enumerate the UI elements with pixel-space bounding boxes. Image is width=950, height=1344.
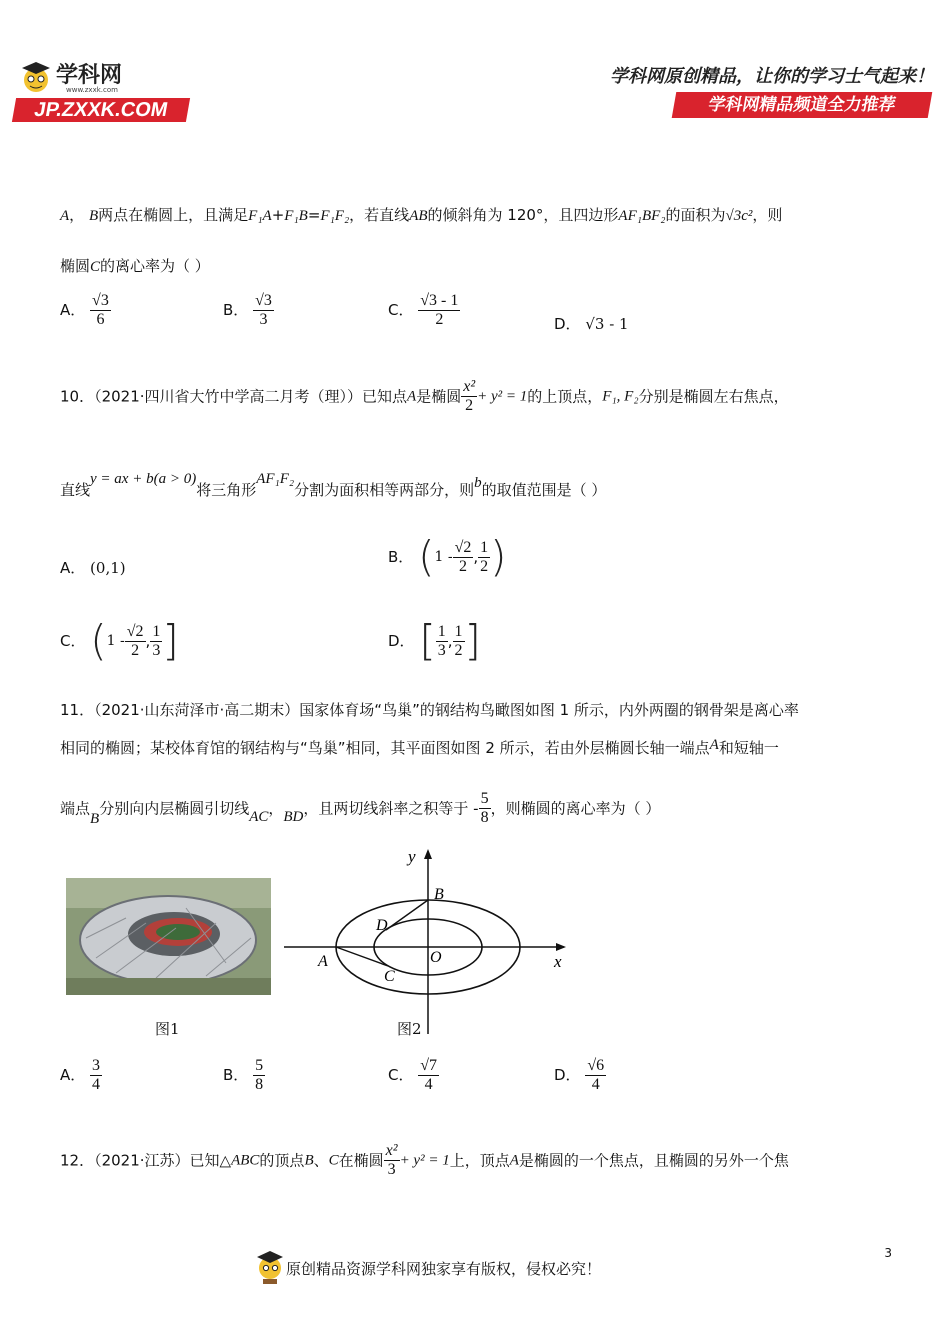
fraction bbox=[585, 1057, 606, 1094]
fraction bbox=[253, 292, 274, 329]
fraction bbox=[384, 1142, 400, 1179]
fraction bbox=[90, 292, 111, 329]
q10-option-b[interactable] bbox=[388, 532, 507, 583]
fraction-num: √2 bbox=[126, 622, 144, 640]
option-label: B． bbox=[223, 1066, 249, 1084]
option-prefix: 1 - bbox=[434, 549, 453, 565]
fraction-num: √6 bbox=[587, 1057, 605, 1074]
fraction-den: 2 bbox=[465, 397, 474, 414]
option-label: C． bbox=[388, 1066, 414, 1084]
fraction-num: 1 bbox=[152, 622, 161, 640]
q12-line1 bbox=[60, 1142, 789, 1186]
q9-text-5: ，则 bbox=[752, 206, 783, 224]
fraction-num: 1 bbox=[454, 622, 463, 640]
q9-option-a[interactable] bbox=[60, 292, 111, 329]
q10-option-a[interactable] bbox=[60, 558, 126, 578]
q9-vector-2: F₁B bbox=[284, 208, 308, 224]
q10-text-7: 的取值范围是（ ） bbox=[481, 481, 607, 499]
x-axis-arrow-icon bbox=[556, 943, 566, 951]
fraction-num: √3 bbox=[255, 292, 272, 309]
fraction-den: 2 bbox=[435, 311, 444, 328]
q12-eq-rest: + y² = 1 bbox=[399, 1152, 450, 1169]
fraction bbox=[253, 1057, 265, 1094]
fraction-num: √7 bbox=[420, 1057, 438, 1074]
fraction-den: 3 bbox=[437, 641, 446, 659]
fraction-num: √3 - 1 bbox=[420, 292, 459, 309]
option-label: A． bbox=[60, 559, 86, 577]
fraction-den: 3 bbox=[387, 1161, 396, 1178]
option-sep: , bbox=[447, 632, 453, 650]
q11-text-6: ，则椭圆的离心率为（ ） bbox=[490, 799, 661, 818]
header-recommend-banner: 学科网精品频道全力推荐 bbox=[672, 92, 933, 118]
q11-bd: BD bbox=[283, 808, 304, 825]
fraction bbox=[125, 623, 146, 660]
q11-option-d[interactable] bbox=[554, 1057, 606, 1094]
q11-line3 bbox=[60, 790, 660, 832]
q10-text-5: 将三角形 bbox=[196, 481, 257, 499]
fraction bbox=[436, 623, 448, 660]
q9-equals: = bbox=[307, 206, 321, 224]
option-value: (0,1) bbox=[90, 559, 126, 577]
q9-text-3: 的倾斜角为 120°，且四边形 bbox=[427, 206, 619, 224]
q10-triangle: AF₁F₂ bbox=[256, 471, 295, 487]
q9-ellipse-c: C bbox=[90, 259, 101, 275]
q12-triangle: ABC bbox=[231, 1152, 260, 1169]
figure-2-caption: 图2 bbox=[397, 1020, 422, 1038]
option-label: B． bbox=[388, 548, 414, 566]
option-label: D． bbox=[554, 1066, 581, 1084]
label-d: D bbox=[376, 917, 388, 934]
q12-text-2: 在椭圆 bbox=[338, 1151, 384, 1170]
q12-text-4: 是椭圆的一个焦点，且椭圆的另外一个焦 bbox=[518, 1151, 789, 1170]
q9-plus: + bbox=[271, 206, 285, 224]
q12-point-c: C bbox=[328, 1152, 339, 1169]
q10-eq-rest: + y² = 1 bbox=[477, 388, 528, 405]
mascot-icon bbox=[18, 60, 54, 96]
q9-text-2: ，若直线 bbox=[349, 206, 410, 224]
q10-text-1: 是椭圆 bbox=[416, 387, 462, 406]
q9-area: √3c² bbox=[725, 208, 753, 224]
q12-text-1: 的顶点 bbox=[259, 1151, 305, 1170]
q10-foci: F₁, F₂ bbox=[602, 388, 639, 405]
option-prefix: 1 - bbox=[106, 633, 125, 649]
fraction-num: 5 bbox=[255, 1057, 264, 1074]
fraction-num: 3 bbox=[92, 1057, 101, 1074]
logo-site: www.zxxk.com bbox=[66, 86, 118, 94]
q9-option-b[interactable] bbox=[223, 292, 274, 329]
fraction-den: 3 bbox=[259, 311, 268, 328]
q10-b: b bbox=[474, 475, 482, 491]
option-label: D． bbox=[554, 315, 581, 333]
close-bracket: ) bbox=[490, 532, 507, 581]
page-number: 3 bbox=[884, 1246, 892, 1260]
fraction-den: 3 bbox=[152, 641, 161, 659]
fraction bbox=[479, 790, 491, 827]
q10-line2 bbox=[60, 471, 607, 501]
option-value: √3 - 1 bbox=[585, 315, 629, 333]
q9-comma: ， bbox=[69, 206, 85, 224]
option-sep: , bbox=[145, 632, 151, 650]
fraction-num: x² bbox=[463, 378, 476, 395]
fraction-den: 2 bbox=[131, 641, 140, 659]
fraction bbox=[453, 539, 474, 576]
q9-text-1: 两点在椭圆上，且满足 bbox=[98, 206, 249, 224]
close-bracket: ] bbox=[162, 616, 179, 665]
close-bracket: ] bbox=[464, 616, 481, 665]
q9-vector-3: F₁F₂ bbox=[320, 208, 350, 224]
fraction-num: √3 bbox=[92, 292, 109, 309]
mascot-icon bbox=[254, 1248, 286, 1286]
q9-quad: AF₁BF₂ bbox=[618, 208, 666, 224]
label-b: B bbox=[434, 886, 444, 903]
fraction bbox=[90, 1057, 102, 1094]
q9-vector-1: F₁A bbox=[248, 208, 272, 224]
q10-option-d[interactable] bbox=[388, 616, 481, 667]
fraction-den: 2 bbox=[480, 557, 489, 575]
option-label: C． bbox=[60, 632, 86, 650]
fraction-num: 1 bbox=[480, 538, 489, 556]
fraction-den: 8 bbox=[255, 1076, 264, 1093]
footer-copyright: 原创精品资源学科网独家享有版权，侵权必究！ bbox=[286, 1260, 602, 1278]
q11-text-2: 和短轴一 bbox=[718, 739, 779, 757]
option-sep: , bbox=[473, 548, 479, 566]
option-label: A． bbox=[60, 301, 86, 319]
q9-line1 bbox=[60, 205, 782, 226]
fraction-den: 6 bbox=[96, 311, 105, 328]
ellipse-diagram bbox=[280, 844, 580, 1040]
fraction-den: 2 bbox=[458, 557, 467, 575]
tangent-ac bbox=[336, 947, 388, 966]
q10-line-eq: y = ax + b(a > 0) bbox=[90, 471, 197, 487]
fraction-den: 4 bbox=[92, 1076, 101, 1093]
fraction-num: x² bbox=[385, 1142, 398, 1159]
label-o: O bbox=[430, 949, 442, 966]
q11-text-4: 分别向内层椭圆引切线 bbox=[99, 799, 250, 818]
header-slogan: 学科网原创精品，让你的学习士气起来！ bbox=[610, 66, 934, 87]
q10-line1 bbox=[60, 378, 789, 422]
fraction-num: 1 bbox=[437, 622, 446, 640]
q11-option-a[interactable] bbox=[60, 1057, 102, 1094]
q10-text-6: 分割为面积相等两部分，则 bbox=[294, 481, 475, 499]
q9-text-7: 的离心率为（ ） bbox=[100, 257, 210, 275]
q11-point-a: A bbox=[709, 737, 719, 753]
q12-text-3: 上，顶点 bbox=[449, 1151, 510, 1170]
q9-option-c[interactable] bbox=[388, 292, 460, 329]
fraction bbox=[453, 623, 465, 660]
open-bracket: ( bbox=[90, 616, 107, 665]
fraction-den: 4 bbox=[424, 1076, 433, 1093]
fraction bbox=[150, 623, 162, 660]
fraction-den: 4 bbox=[591, 1076, 600, 1093]
q10-prefix: 10．（2021·四川省大竹中学高二月考（理））已知点 bbox=[60, 387, 408, 406]
q9-option-d[interactable] bbox=[554, 314, 629, 334]
q9-point-b: B bbox=[88, 208, 99, 224]
label-x: x bbox=[554, 952, 562, 971]
q11-point-b: B bbox=[90, 810, 100, 827]
label-c: C bbox=[384, 968, 395, 985]
q12-prefix: 12．（2021·江苏）已知△ bbox=[60, 1151, 232, 1170]
q12-sep: 、 bbox=[313, 1151, 329, 1170]
logo-title: 学科网 bbox=[56, 63, 123, 88]
q10-text-4: 直线 bbox=[60, 481, 91, 499]
q11-line1: 11．（2021·山东菏泽市·高二期末）国家体育场“鸟巢”的钢结构鸟瞰图如图 1 所示，内外两圈的钢骨架是离心率 bbox=[60, 701, 799, 719]
q11-text-5: ，且两切线斜率之积等于 - bbox=[303, 799, 479, 818]
y-axis-arrow-icon bbox=[424, 849, 432, 859]
q9-text-4: 的面积为 bbox=[665, 206, 726, 224]
stadium-image bbox=[66, 878, 271, 995]
tangent-bd bbox=[386, 900, 428, 930]
q10-option-c[interactable] bbox=[60, 616, 179, 667]
fraction bbox=[478, 539, 490, 576]
open-bracket: ( bbox=[418, 532, 435, 581]
q10-text-3: 分别是椭圆左右焦点， bbox=[638, 387, 789, 406]
q9-text-6: 椭圆 bbox=[60, 257, 91, 275]
q11-text-1: 相同的椭圆；某校体育馆的钢结构与“鸟巢”相同，其平面图如图 2 所示，若由外层椭圆长轴一端点 bbox=[60, 739, 710, 757]
q11-comma: ， bbox=[268, 799, 284, 818]
q10-text-2: 的上顶点， bbox=[527, 387, 603, 406]
option-label: B． bbox=[223, 301, 249, 319]
q11-line2 bbox=[60, 738, 779, 759]
label-a: A bbox=[318, 953, 328, 970]
figure-1-caption: 图1 bbox=[155, 1020, 180, 1038]
q9-line-ab: AB bbox=[409, 208, 428, 224]
q12-point-a: A bbox=[509, 1152, 519, 1169]
fraction-num: 5 bbox=[480, 790, 489, 807]
q12-point-b: B bbox=[304, 1152, 314, 1169]
bird-nest-photo bbox=[66, 878, 271, 995]
logo-url: JP.ZXXK.COM bbox=[12, 98, 190, 122]
q11-option-b[interactable] bbox=[223, 1057, 265, 1094]
q11-option-c[interactable] bbox=[388, 1057, 439, 1094]
option-label: A． bbox=[60, 1066, 86, 1084]
q10-point-a: A bbox=[407, 388, 417, 405]
fraction bbox=[418, 292, 460, 329]
label-y: y bbox=[408, 847, 416, 866]
q9-line2 bbox=[60, 256, 210, 277]
fraction bbox=[461, 378, 477, 415]
q11-ac: AC bbox=[249, 808, 269, 825]
option-label: C． bbox=[388, 301, 414, 319]
fraction-den: 2 bbox=[454, 641, 463, 659]
fraction bbox=[418, 1057, 439, 1094]
fraction-den: 8 bbox=[480, 809, 489, 826]
q11-text-3: 端点 bbox=[60, 799, 91, 818]
q9-point-a: A bbox=[60, 208, 70, 224]
open-bracket: [ bbox=[419, 616, 436, 665]
option-label: D． bbox=[388, 632, 415, 650]
fraction-num: √2 bbox=[454, 538, 472, 556]
site-logo[interactable] bbox=[14, 58, 190, 124]
